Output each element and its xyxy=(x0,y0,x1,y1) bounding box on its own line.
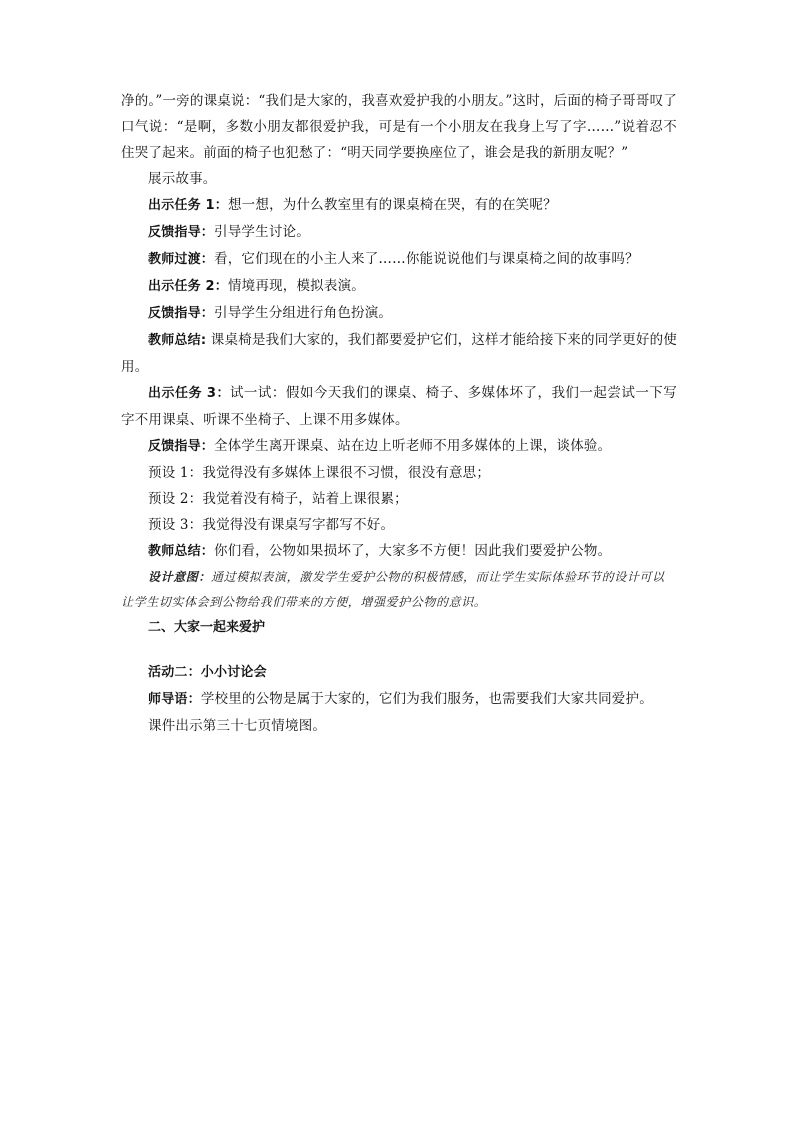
teacher-guide-label: 师导语： xyxy=(148,692,201,707)
feedback-2-line xyxy=(121,300,677,327)
courseware-line: 课件出示第三十七页情境图。 xyxy=(148,718,327,734)
teacher-transition-line xyxy=(121,246,677,273)
teacher-summary-2-text: 你们看，公物如果损坏了，大家多不方便！因此我们要爱护公物。 xyxy=(214,543,612,559)
document-page xyxy=(121,88,677,739)
design-intent-label: 设计意图： xyxy=(148,570,212,584)
section-heading: 二、大家一起来爱护 xyxy=(148,620,266,635)
preset-3-line: 预设 3：我觉得没有课桌写字都写不好。 xyxy=(148,517,395,533)
teacher-transition-label: 教师过渡： xyxy=(148,252,215,267)
teacher-guide-text: 学校里的公物是属于大家的，它们为我们服务，也需要我们大家共同爱护。 xyxy=(200,691,653,707)
feedback-1-text: 引导学生讨论。 xyxy=(214,224,310,240)
task-1-label: 出示任务 1： xyxy=(148,198,228,213)
teacher-transition-text: 看，它们现在的小主人来了……你能说说他们与课桌椅之间的故事吗？ xyxy=(214,251,639,267)
feedback-3-text: 全体学生离开课桌、站在边上听老师不用多媒体的上课，谈体验。 xyxy=(214,438,612,454)
preset-1-line: 预设 1：我觉得没有多媒体上课很不习惯，很没有意思； xyxy=(148,465,491,481)
spacer xyxy=(121,641,677,659)
feedback-2-text: 引导学生分组进行角色扮演。 xyxy=(214,305,393,321)
show-story-line: 展示故事。 xyxy=(148,171,217,187)
feedback-2-label: 反馈指导： xyxy=(148,306,215,321)
feedback-1-label: 反馈指导： xyxy=(148,225,215,240)
task-1-line xyxy=(121,192,677,219)
activity-2-label: 活动二：小小讨论会 xyxy=(148,665,267,680)
teacher-summary-2-line xyxy=(121,538,677,565)
feedback-3-line xyxy=(121,433,677,460)
task-3-text: 试一试：假如今天我们的课桌、椅子、多媒体坏了，我们一起尝试一下写字不用课桌、听课不坐椅子、上课不用多媒体。 xyxy=(121,385,677,428)
task-2-line xyxy=(121,273,677,300)
teacher-summary-1-text: 课桌椅是我们大家的，我们都要爱护它们，这样才能给接下来的同学更好的使用。 xyxy=(121,332,678,375)
preset-2-line: 预设 2：我觉着没有椅子，站着上课很累； xyxy=(148,491,408,507)
task-1-text: 想一想，为什么教室里有的课桌椅在哭，有的在笑呢？ xyxy=(227,197,557,213)
teacher-summary-2-label: 教师总结： xyxy=(148,544,215,559)
task-2-label: 出示任务 2： xyxy=(148,279,228,294)
feedback-3-label: 反馈指导： xyxy=(148,439,215,454)
teacher-guide-line xyxy=(121,686,677,713)
feedback-1-line xyxy=(121,219,677,246)
teacher-summary-1-line xyxy=(121,327,677,380)
teacher-summary-1-label: 教师总结: xyxy=(148,333,207,348)
activity-2-line xyxy=(121,659,677,686)
task-3-label: 出示任务 3： xyxy=(148,386,230,401)
task-3-line xyxy=(121,380,677,433)
design-intent-text: 通过模拟表演，激发学生爱护公物的积极情感，而让学生实际体验环节的设计可以让学生切实体会到公物给我们带来的方便，增强爱护公物的意识。 xyxy=(121,570,665,609)
story-paragraph: 净的。”一旁的课桌说：“我们是大家的，我喜欢爱护我的小朋友。”这时，后面的椅子哥哥叹了口气说：“是啊，多数小朋友都很爱护我，可是有一个小朋友在我身上写了字……”说着忍不住哭了起来。前面的椅子也犯愁了：“明天同学要换座位了，谁会是我的新朋友呢？” xyxy=(121,93,677,161)
design-intent-paragraph xyxy=(121,565,677,615)
task-2-text: 情境再现，模拟表演。 xyxy=(227,278,365,294)
